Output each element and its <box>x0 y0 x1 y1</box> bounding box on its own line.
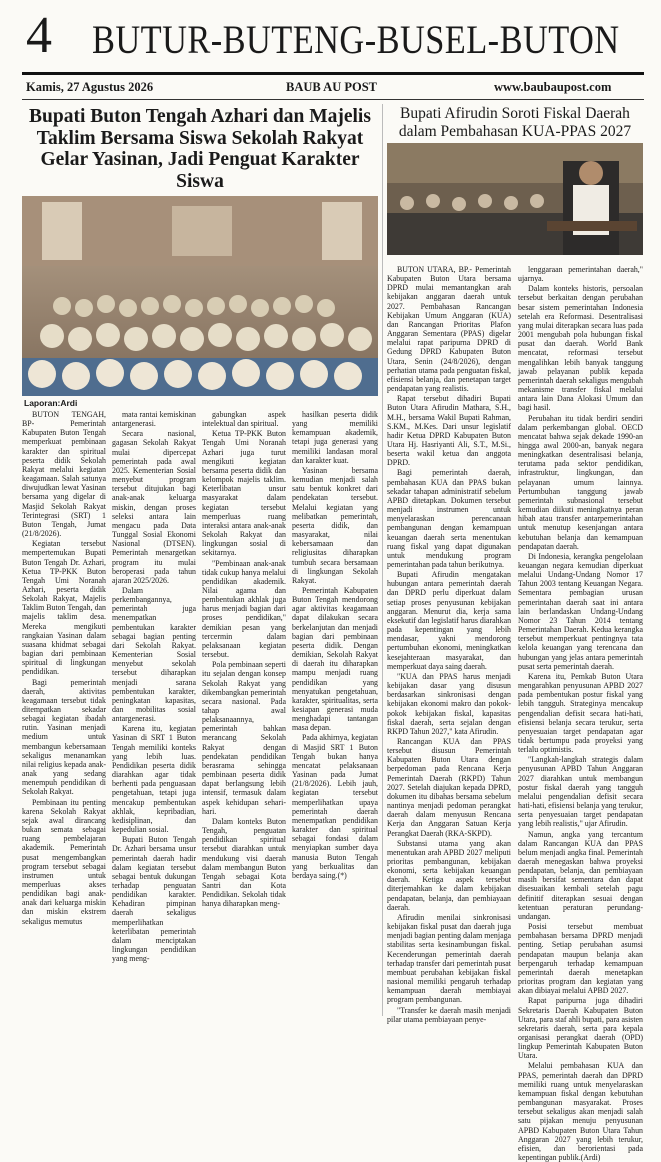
paragraph: hasilkan peserta didik yang memiliki kemampuan akademik, tetapi juga generasi yang memiliki landasan moral dan karakter kuat. <box>292 410 378 465</box>
side-column-1 <box>387 265 512 1024</box>
paragraph: Rapat paripurna juga dihadiri Sekretaris Daerah Kabupaten Buton Utara, para staf ahli bupati, para asisten sekretaris daerah, serta para kepala organisasi perangkat daerah (OPD) lingkup Pemerintah Kabupaten Buton Utara. <box>518 996 643 1061</box>
paragraph: Kegiatan tersebut mempertemukan Bupati Buton Tengah Dr. Azhari, Ketua TP-PKK Buton Tengah Umi Noranah Azhari, peserta didik Sekolah Rakyat, Majelis Taklim Buton Tengah, dan majelis taklim desa. Mereka mengikuti rangkaian Yasinan dalam suasana khidmat sebagai bagian dari pembinaan spiritual di lingkungan pendidikan. <box>22 539 106 677</box>
paragraph: "Transfer ke daerah masih menjadi pilar utama pembiayaan penye- <box>387 1005 511 1024</box>
paragraph: Karena itu, Pemkab Buton Utara mengarahkan penyusunan APBD 2027 pada pembentukan postur fiskal yang lebih tangguh. Strateginya mencakup pengendalian defisit secara hati-hati, efisiensi belanja secara terukur, serta penyesuaian target pendapatan agar tidak bertumpu pada proyeksi yang terlalu optimistis. <box>518 671 643 755</box>
paragraph: "Pembinaan anak-anak tidak cukup hanya melalui pendidikan akademik. Nilai agama dan pembentukan akhlak juga harus menjadi bagian dari proses pendidikan," demikian pesan yang tercermin dalam pelaksanaan kegiatan tersebut. <box>202 558 286 660</box>
issue-date: Kamis, 27 Agustus 2026 <box>26 80 154 94</box>
paragraph: Ketua TP-PKK Buton Tengah Umi Noranah Azhari juga turut mengikuti kegiatan bersama peserta didik dan kelompok majelis taklim. Keterlibatan unsur masyarakat dalam kegiatan tersebut memperluas ruang interaksi antara anak-anak Sekolah Rakyat dan lingkungan sosial di sekitarnya. <box>202 429 286 558</box>
article-divider <box>382 104 383 1016</box>
side-photo-image <box>387 143 643 255</box>
paragraph: Posisi tersebut membuat pembahasan bersama DPRD menjadi penting. Setiap perubahan asumsi pendapatan maupun belanja akan berpengaruh terhadap kemampuan pemerintah daerah menetapkan prioritas program dan kegiatan yang akan dibiayai melalui APBD 2027. <box>518 922 643 996</box>
paper-name: BAUB AU POST <box>286 80 377 94</box>
page-number: 4 <box>26 7 52 64</box>
paragraph: Dalam konteks Buton Tengah, penguatan pendidikan spiritual tersebut diarahkan untuk mendukung visi daerah dalam membangun Buton Tengah sebagai Kota Santri dan Kota Pendidikan. Sekolah tidak hanya diharapkan meng- <box>202 816 286 909</box>
paragraph: Pemerintah Kabupaten Buton Tengah mendorong agar aktivitas keagamaan dapat dilakukan secara berkelanjutan dan menjadi bagian dari pembinaan peserta didik. Dengan demikian, Sekolah Rakyat di daerah itu diharapkan mampu menjadi ruang pendidikan yang menyatukan pengetahuan, karakter, spiritualitas, serta kesiapan generasi muda menghadapi tantangan masa depan. <box>292 585 378 733</box>
paragraph: "Langkah-langkah strategis dalam penyusunan APBD Tahun Anggaran 2027 diarahkan untuk membangun postur fiskal daerah yang tangguh melalui pengendalian defisit secara hati-hati, efisiensi belanja yang terukur, serta penyesuaian target pendapatan yang lebih realistis," ujar Afirudin. <box>518 755 644 829</box>
paragraph: Bupati Buton Tengah Dr. Azhari bersama unsur pemerintah daerah hadir dalam kegiatan tersebut sebagai bentuk dukungan terhadap penguatan pendidikan karakter. Kehadiran pimpinan daerah sekaligus memperlihatkan keterlibatan pemerintah dalam menciptakan lingkungan pendidikan yang meng- <box>112 835 196 964</box>
paragraph: gabungkan aspek intelektual dan spiritual. <box>202 410 286 429</box>
paragraph: Rancangan KUA dan PPAS tersebut disusun Pemerintah Kabupaten Buton Utara dengan berpedoman pada Rencana Kerja Pemerintah Daerah (RKPD) Tahun 2027. Setelah diajukan kepada DPRD, dokumen itu dibahas bersama sebelum nantinya menjadi pedoman perangkat daerah dalam menyusun Rencana Kerja dan Anggaran Satuan Kerja Perangkat Daerah (RKA-SKPD). <box>387 736 511 838</box>
main-photo-caption: Laporan:Ardi <box>24 398 78 408</box>
paragraph: mata rantai kemiskinan antargenerasi. <box>112 410 196 429</box>
section-title: BUTUR-BUTENG-BUSEL-BUTON <box>92 17 620 62</box>
main-column-1 <box>22 410 106 1016</box>
paragraph: "KUA dan PPAS harus menjadi kebijakan dasar yang disusun berdasarkan sinkronisasi dengan kebijakan ekonomi makro dan pokok-pokok kebijakan fiskal, kapasitas fiskal daerah, serta sejalan dengan RKPD Tahun 2027," kata Afirudin. <box>387 671 511 736</box>
paragraph: Dalam perkembangannya, pemerintah juga menempatkan pembentukan karakter sebagai bagian penting dari Sekolah Rakyat. Kementerian Sosial menyebut sekolah tersebut diharapkan menjadi sarana pembentukan karakter, peningkatan kapasitas, dan mobilitas sosial antargenerasi. <box>112 585 196 724</box>
paragraph: Bagi pemerintah daerah, aktivitas keagamaan tersebut tidak ditempatkan sekadar sebagai kegiatan ibadah rutin. Yasinan menjadi medium untuk membangun kebersamaan sekaligus menanamkan nilai religius kepada anak-anak yang sedang menempuh pendidikan di Sekolah Rakyat. <box>22 677 106 797</box>
paragraph: BUTON TENGAH, BP- Pemerintah Kabupaten Buton Tengah memperkuat pembinaan karakter dan spiritual peserta didik Sekolah Rakyat melalui kegiatan keagamaan. Salah satunya diwujudkan lewat Yasinan bersama yang digelar di Masjid Sekolah Rakyat Terintegrasi (SRT) 1 Buton Tengah, Jumat (21/8/2026). <box>22 410 106 539</box>
masthead <box>0 0 661 76</box>
main-column-3 <box>202 410 286 1016</box>
side-photo <box>387 143 643 255</box>
paragraph: Melalui pembahasan KUA dan PPAS, pemerintah daerah dan DPRD memiliki ruang untuk menyelaraskan kemampuan fiskal dengan kebutuhan pembangunan masyarakat. Proses tersebut sekaligus akan menjadi salah satu pijakan menuju penyusunan APBD Kabupaten Buton Utara Tahun Anggaran 2027 yang lebih terukur, efisien, dan berorientasi pada kepentingan publik.(Ardi) <box>518 1061 643 1162</box>
main-photo-image <box>22 196 378 396</box>
side-column-2 <box>518 265 644 1162</box>
paragraph: Bagi pemerintah daerah, pembahasan KUA dan PPAS bukan sekadar tahapan administratif sebelum APBD ditetapkan. Dokumen tersebut menjadi instrumen untuk menyelaraskan perencanaan pembangunan dengan kemampuan keuangan daerah serta menentukan ruang fiskal yang dapat digunakan untuk mendukung program pemerintahan pada tahun berikutnya. <box>387 468 511 569</box>
paragraph: Namun, angka yang tercantum dalam Rancangan KUA dan PPAS belum menjadi angka final. Pemerintah daerah menegaskan bahwa proyeksi pendapatan, belanja, dan pembiayaan masih bersifat sementara dan dapat disesuaikan kembali setelah pagu definitif diterapkan sesuai dengan ketentuan peraturan perundang-undangan. <box>518 829 643 921</box>
paragraph: Pola pembinaan seperti itu sejalan dengan konsep Sekolah Rakyat yang dikembangkan pemerintah secara nasional. Pada tahap awal pelaksanaannya, pemerintah bahkan merancang Sekolah Rakyat dengan pendekatan pendidikan berasrama sehingga pembinaan peserta didik dapat berlangsung lebih intensif, termasuk dalam aspek kehidupan sehari-hari. <box>202 660 286 816</box>
paragraph: Di Indonesia, kerangka pengelolaan keuangan negara kemudian diperkuat melalui Undang-Undang Nomor 17 Tahun 2003 tentang Keuangan Negara. Sementara pembagian urusan pemerintahan daerah saat ini antara lain berlandaskan Undang-Undang Nomor 23 Tahun 2014 tentang Pemerintahan Daerah. Kedua kerangka tersebut memperkuat pentingnya tata kelola keuangan yang terencana dan hubungan yang jelas antara pemerintah pusat serta pemerintah daerah. <box>518 551 643 671</box>
masthead-rule <box>22 72 644 75</box>
paragraph: lenggaraan pemerintahan daerah," ujarnya. <box>518 265 643 284</box>
dateline-rule <box>22 99 644 100</box>
paragraph: Substansi utama yang akan menentukan arah APBD 2027 meliputi prioritas pembangunan, kebijakan ekonomi, serta kebijakan keuangan daerah. Ketiga aspek tersebut diterjemahkan ke dalam kebijakan pendapatan, belanja, dan pembiayaan daerah. <box>387 838 511 912</box>
paragraph: Karena itu, kegiatan Yasinan di SRT 1 Buton Tengah memiliki konteks yang lebih luas. Pendidikan peserta didik diarahkan agar tidak berhenti pada penguasaan pengetahuan, tetapi juga mencakup pembentukan akhlak, kepribadian, kedisiplinan, dan kepedulian sosial. <box>112 724 196 835</box>
main-photo <box>22 196 378 396</box>
main-headline: Bupati Buton Tengah Azhari dan Majelis Taklim Bersama Siswa Sekolah Rakyat Gelar Yasinan, Jadi Penguat Karakter Siswa <box>29 106 371 192</box>
website: www.baubaupost.com <box>494 80 612 94</box>
paragraph: Yasinan bersama kemudian menjadi salah satu bentuk konkret dari pendekatan tersebut. Melalui kegiatan yang melibatkan pemerintah, peserta didik, dan masyarakat, nilai kebersamaan dan religiusitas diharapkan tumbuh secara bersamaan di lingkungan Sekolah Rakyat. <box>292 465 378 585</box>
paragraph: Perubahan itu tidak berdiri sendiri dalam perkembangan global. OECD mencatat bahwa sejak dekade 1990-an hingga awal 2000-an, banyak negara meningkatkan desentralisasi belanja, terutama pada sektor pendidikan, infrastruktur, lingkungan, dan pelayanan umum lainnya. Pertumbuhan tanggung jawab pemerintah subnasional tersebut kemudian diikuti meningkatnya peran hibah atau transfer antarpemerintahan untuk menutup kesenjangan antara kebutuhan belanja dan kemampuan pendapatan daerah. <box>518 413 643 551</box>
side-headline: Bupati Afirudin Soroti Fiskal Daerah dalam Pembahasan KUA-PPAS 2027 <box>398 105 632 140</box>
main-column-4 <box>292 410 378 1016</box>
paragraph: Dalam konteks historis, persoalan tersebut berkaitan dengan perubahan besar sistem pemerintahan Indonesia setelah era Reformasi. Desentralisasi yang mulai diterapkan secara luas pada 2001 mengubah pola hubungan fiskal pusat dan daerah. World Bank mencatat, reformasi tersebut mengalihkan lebih banyak tanggung jawab pelayanan publik kepada pemerintah daerah sekaligus mengubah mekanisme transfer fiskal melalui antara lain Dana Alokasi Umum dan bagi hasil. <box>518 284 643 413</box>
paragraph: Pembinaan itu penting karena Sekolah Rakyat sejak awal dirancang bukan semata sebagai ruang pembelajaran akademik. Pemerintah pusat mengembangkan program tersebut sebagai instrumen untuk memperluas akses pendidikan bagi anak-anak dari keluarga miskin dan miskin ekstrem sekaligus memutus <box>22 797 106 926</box>
paragraph: Secara nasional, gagasan Sekolah Rakyat mulai dipercepat pemerintah pada awal 2025. Kementerian Sosial menyebut program tersebut ditujukan bagi anak-anak keluarga miskin, dengan proses seleksi antara lain mengacu pada Data Tunggal Sosial Ekonomi Nasional (DTSEN). Pemerintah menargetkan program itu mulai beroperasi pada tahun ajaran 2025/2026. <box>112 429 196 585</box>
paragraph: Afirudin menilai sinkronisasi kebijakan fiskal pusat dan daerah juga menjadi bagian penting dalam menjaga stabilitas serta kesinambungan fiskal. Kecenderungan pemerintah daerah terhadap transfer dari pemerintah pusat membuat perubahan kebijakan fiskal nasional memiliki pengaruh terhadap kemampuan daerah membiayai program pembangunan. <box>387 912 512 1005</box>
paragraph: BUTON UTARA, BP.- Pemerintah Kabupaten Buton Utara bersama DPRD mulai memantangkan arah kebijakan anggaran daerah untuk 2027. Pembahasan Rancangan Kebijakan Umum Anggaran (KUA) dan Rancangan Prioritas Plafon Anggaran Sementara (PPAS) digelar melalui rapat paripurna DPRD di Gedung DPRD Kabupaten Buton Utara, Senin (24/8/2026), dengan perhatian utama pada penguatan fiskal, efisiensi belanja, dan penetapan target pendapatan yang realistis. <box>387 265 511 394</box>
main-column-2 <box>112 410 196 1016</box>
paragraph: Rapat tersebut dihadiri Bupati Buton Utara Afirudin Mathara, S.H., M.H., bersama Wakil Bupati Rahman, S.KM., M.Kes. Dari unsur legislatif hadir Ketua DPRD Kabupaten Buton Utara Hj. Hasriyanti Ali, S.T., M.Si., beserta wakil ketua dan anggota DPRD. <box>387 394 511 468</box>
paragraph: Bupati Afirudin mengatakan hubungan antara pemerintah daerah dan DPRD perlu diperkuat dalam setiap proses penyusunan kebijakan anggaran. Menurut dia, kerja sama eksekutif dan legislatif harus diarahkan pada kepentingan yang lebih mendasar, yakni mendorong pertumbuhan ekonomi, meningkatkan kesejahteraan masyarakat, dan memperkuat daya saing daerah. <box>387 570 512 671</box>
paragraph: Pada akhirnya, kegiatan di Masjid SRT 1 Buton Tengah bukan hanya mencatat pelaksanaan Yasinan pada Jumat (21/8/2026). Lebih jauh, kegiatan tersebut memperlihatkan upaya pemerintah daerah menempatkan pendidikan karakter dan spiritual sebagai fondasi dalam menyiapkan sumber daya manusia Buton Tengah yang berkualitas dan berdaya saing.(*) <box>292 733 378 880</box>
